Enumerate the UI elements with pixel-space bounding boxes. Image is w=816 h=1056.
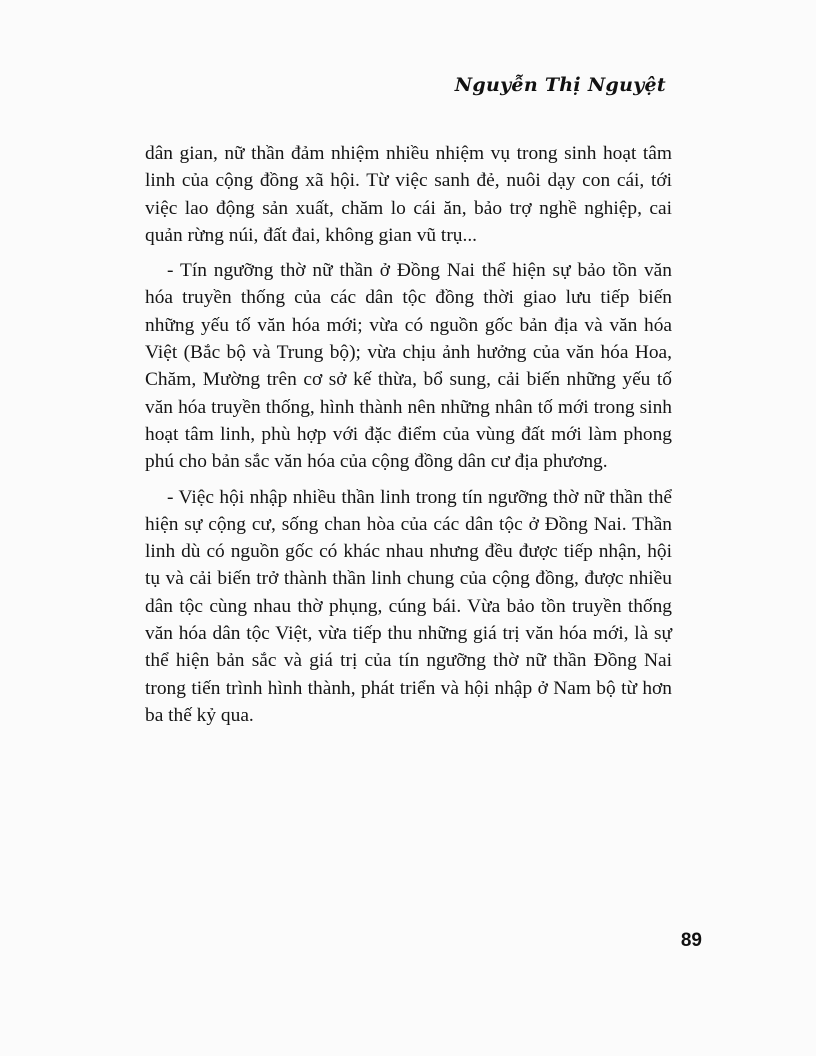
- paragraph-continuation: dân gian, nữ thần đảm nhiệm nhiều nhiệm vụ trong sinh hoạt tâm linh của cộng đồng xã hội. Từ việc sanh đẻ, nuôi dạy con cái, tới việc lao động sản xuất, chăm lo cái ăn, bảo trợ nghề nghiệp, cai quản rừng núi, đất đai, không gian vũ trụ...: [145, 143, 672, 246]
- paragraph-preservation: - Tín ngưỡng thờ nữ thần ở Đồng Nai thể hiện sự bảo tồn văn hóa truyền thống của các dân tộc đồng thời giao lưu tiếp biến những yếu tố văn hóa mới; vừa có nguồn gốc bản địa và văn hóa Việt (Bắc bộ và Trung bộ); vừa chịu ảnh hưởng của văn hóa Hoa, Chăm, Mường trên cơ sở kế thừa, bổ sung, cải biến những yếu tố văn hóa truyền thống, hình thành nên những nhân tố mới trong sinh hoạt tâm linh, phù hợp với đặc điểm của vùng đất mới làm phong phú cho bản sắc văn hóa của cộng đồng dân cư địa phương.: [145, 260, 672, 473]
- page-number: 89: [680, 930, 702, 951]
- body-text: [145, 140, 672, 737]
- running-header-author: Nguyễn Thị Nguyệt: [454, 74, 666, 96]
- paragraph-integration: - Việc hội nhập nhiều thần linh trong tín ngưỡng thờ nữ thần thể hiện sự cộng cư, sống chan hòa của các dân tộc ở Đồng Nai. Thần linh dù có nguồn gốc có khác nhau nhưng đều được tiếp nhận, hội tụ và cải biến trở thành thần linh chung của cộng đồng, được nhiều dân tộc cùng nhau thờ phụng, cúng bái. Vừa bảo tồn truyền thống văn hóa dân tộc Việt, vừa tiếp thu những giá trị văn hóa mới, là sự thể hiện bản sắc và giá trị của tín ngưỡng thờ nữ thần Đồng Nai trong tiến trình hình thành, phát triển và hội nhập ở Nam bộ từ hơn ba thế kỷ qua.: [145, 486, 672, 726]
